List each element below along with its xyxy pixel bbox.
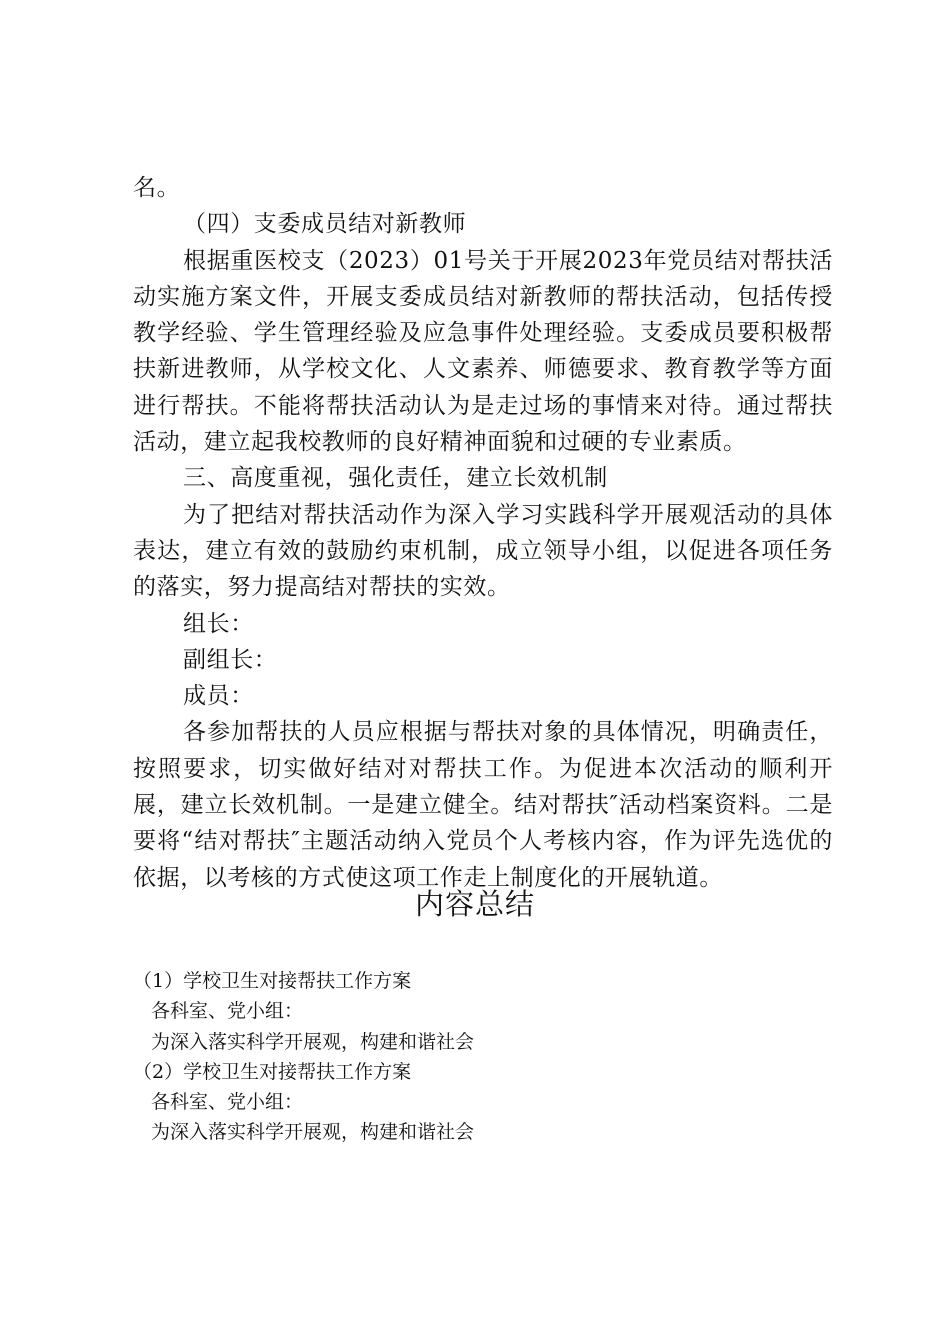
summary-item-line: 为深入落实科学开展观，构建和谐社会 xyxy=(151,1030,475,1053)
section-heading-4: （四）支委成员结对新教师 xyxy=(183,211,467,238)
paragraph: 为了把结对帮扶活动作为深入学习实践科学开展观活动的具体表达，建立有效的鼓励约束机制，成立领导小组，以促进各项任务的落实，努力提高结对帮扶的实效。 xyxy=(133,501,833,601)
summary-item-line: 各科室、党小组： xyxy=(151,1000,304,1023)
section-heading-3: 三、高度重视，强化责任，建立长效机制 xyxy=(183,465,608,492)
members-label: 成员： xyxy=(183,683,254,710)
paragraph: 各参加帮扶的人员应根据与帮扶对象的具体情况，明确责任，按照要求，切实做好结对对帮扶工作。为促进本次活动的顺利开展，建立长效机制。一是建立健全。结对帮扶″活动档案资料。二是要将“结对帮扶″主题活动纳入党员个人考核内容，作为评先选优的依据，以考核的方式使这项工作走上制度化的开展轨道。 xyxy=(133,719,833,891)
document-body xyxy=(133,170,833,896)
summary-item-head: （2）学校卫生对接帮扶工作方案 xyxy=(133,1060,412,1083)
summary-list xyxy=(133,966,833,1148)
summary-title: 内容总结 xyxy=(414,887,535,921)
summary-item-line: 各科室、党小组： xyxy=(151,1091,304,1114)
group-leader-label: 组长： xyxy=(183,610,254,637)
deputy-leader-label: 副组长： xyxy=(183,646,278,673)
paragraph-continuation: 名。 xyxy=(133,175,181,201)
summary-item-head: （1）学校卫生对接帮扶工作方案 xyxy=(133,970,412,992)
summary-item-line: 为深入落实科学开展观，构建和谐社会 xyxy=(151,1121,475,1144)
paragraph: 根据重医校支（2023）01号关于开展2023年党员结对帮扶活动实施方案文件，开展支委成员结对新教师的帮扶活动，包括传授教学经验、学生管理经验及应急事件处理经验。支委成员要积极帮扶新进教师，从学校文化、人文素养、师德要求、教育教学等方面进行帮扶。不能将帮扶活动认为是走过场的事情来对待。通过帮扶活动，建立起我校教师的良好精神面貌和过硬的专业素质。 xyxy=(133,247,833,456)
